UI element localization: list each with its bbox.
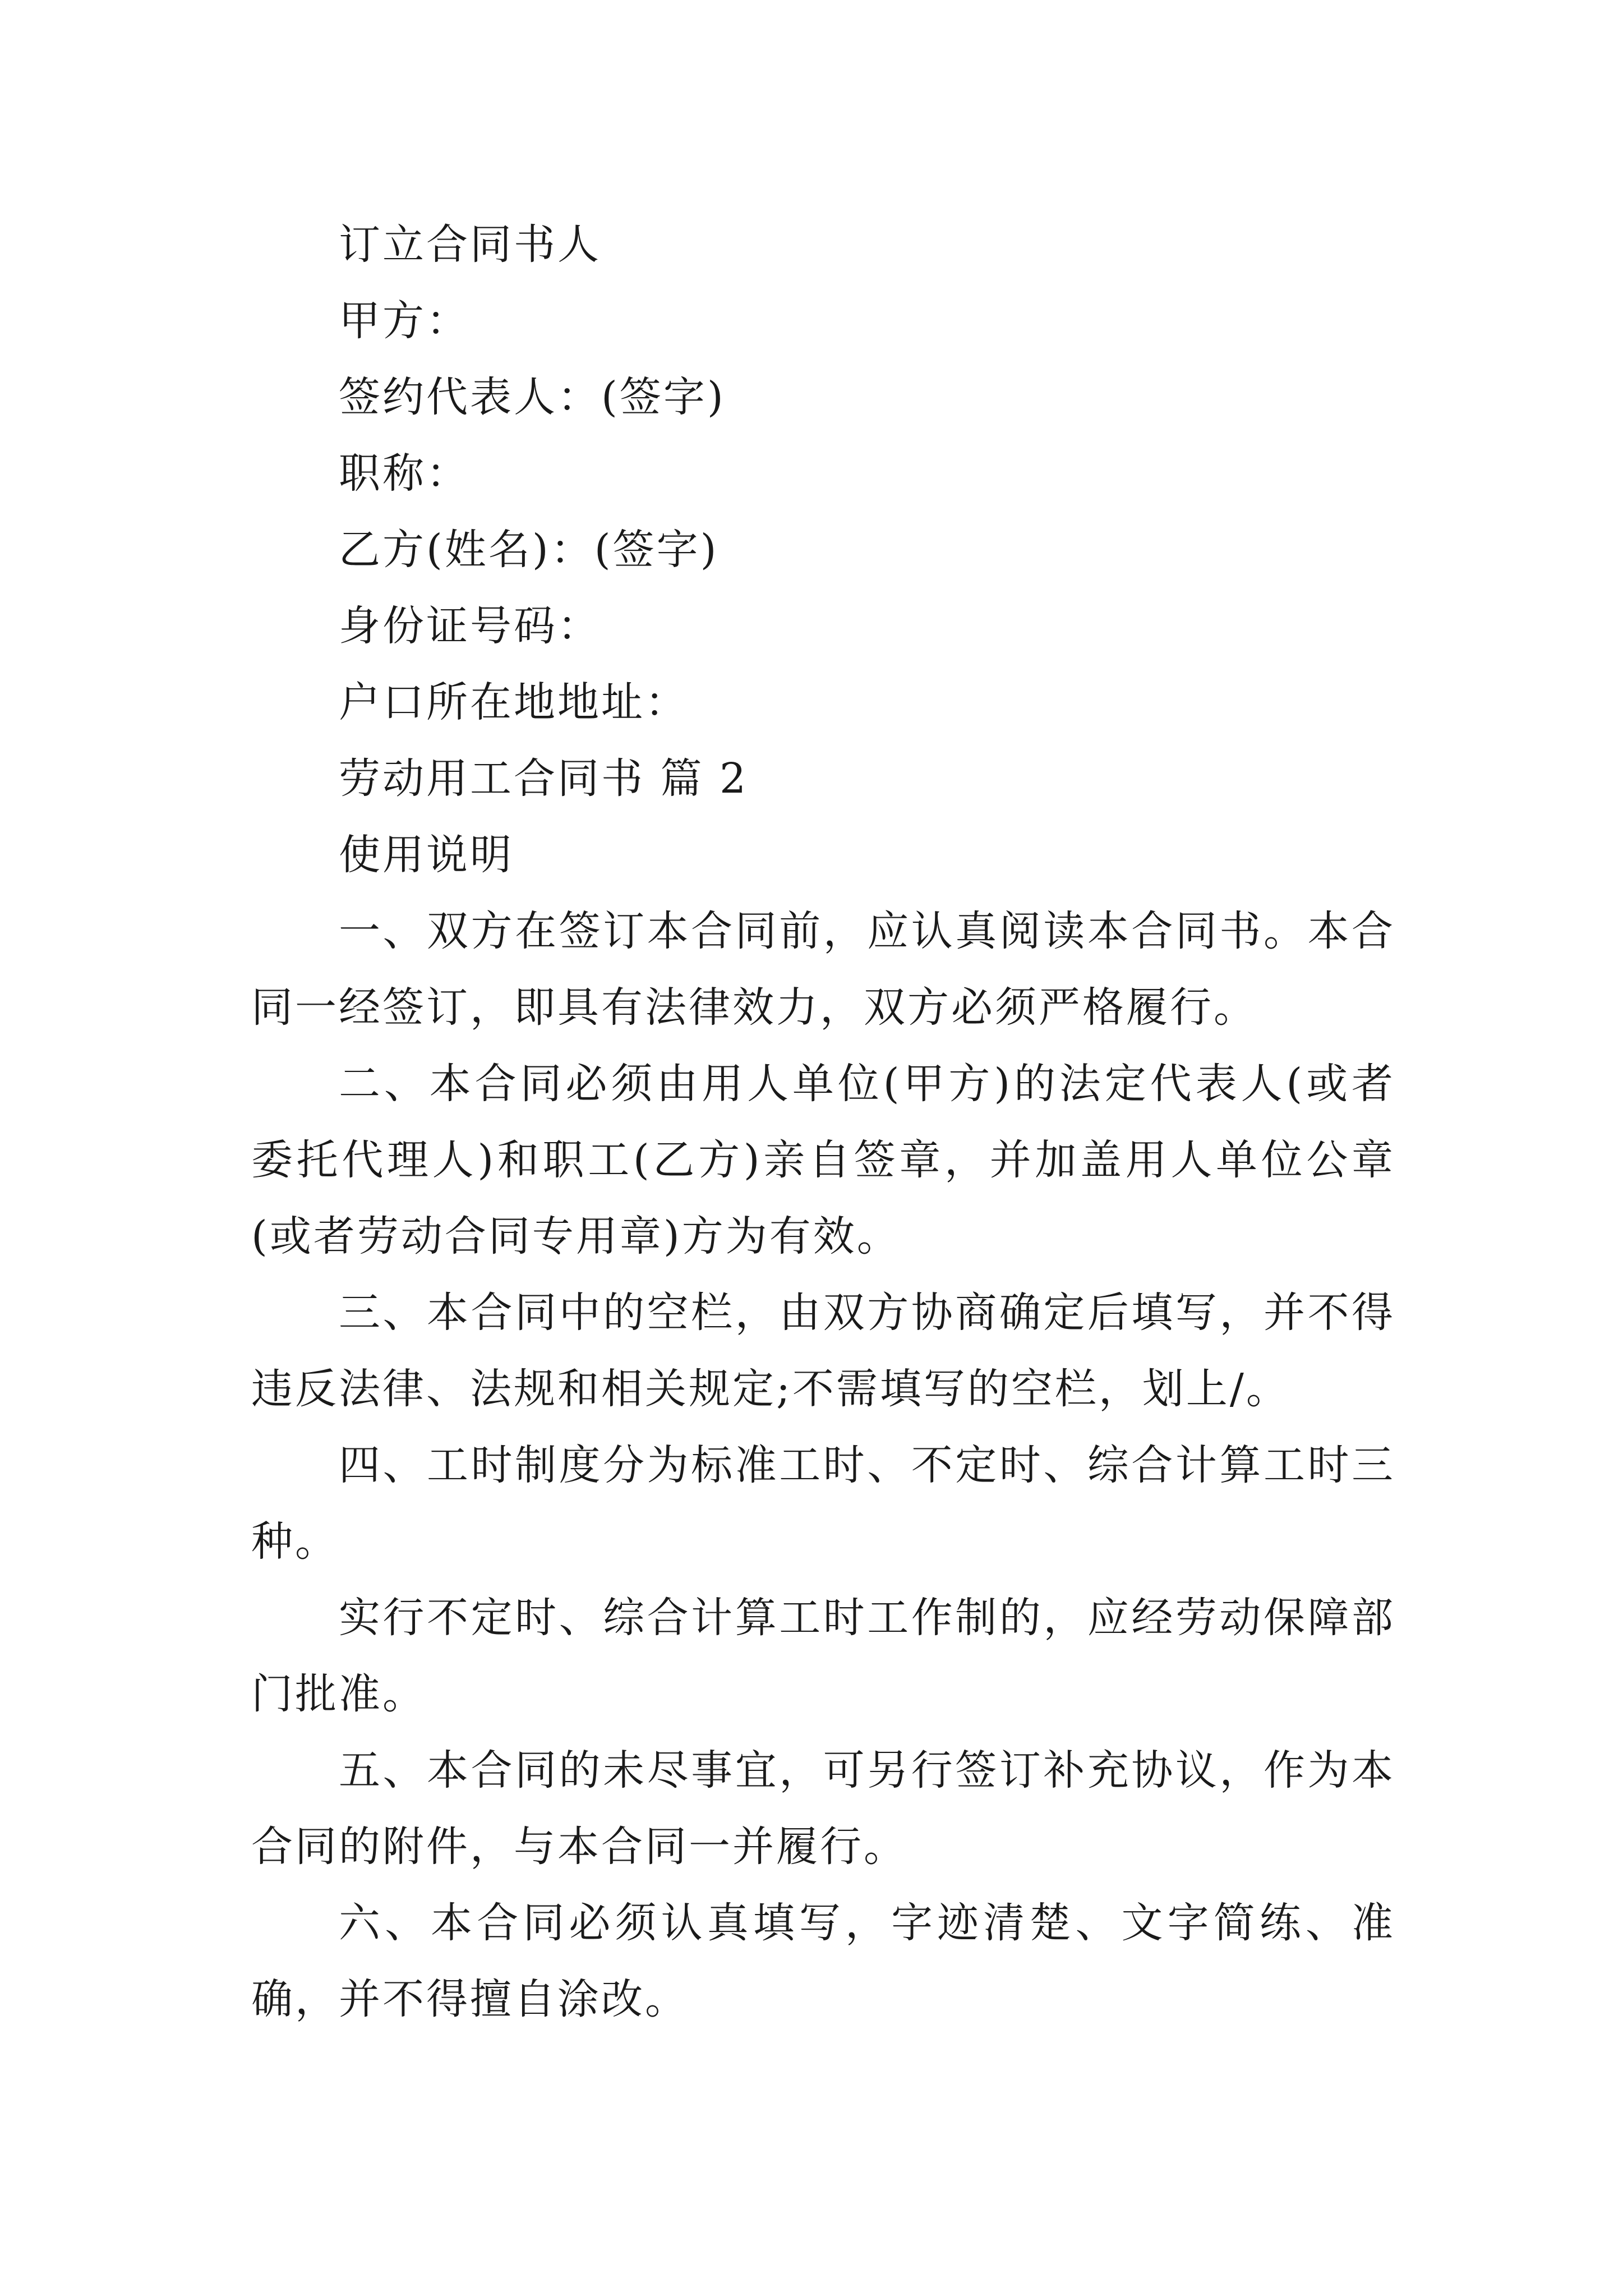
household-address-field: 户口所在地地址：: [339, 678, 689, 726]
instruction-paragraph: 五、本合同的未尽事宜，可另行签订补充协议，作为本合同的附件，与本合同一并履行。: [251, 1746, 1395, 1871]
job-title-field: 职称：: [339, 449, 470, 498]
instruction-paragraph: 二、本合同必须由用人单位(甲方)的法定代表人(或者委托代理人)和职工(乙方)亲自签章，并加盖用人单位公章(或者劳动合同专用章)方为有效。: [251, 1060, 1395, 1260]
party-b-field: 乙方(姓名)：(签字): [339, 526, 719, 574]
instruction-paragraph: 三、本合同中的空栏，由双方协商确定后填写，并不得违反法律、法规和相关规定;不需填写的空栏，划上/。: [251, 1289, 1395, 1413]
instruction-paragraph: 四、工时制度分为标准工时、不定时、综合计算工时三种。: [251, 1441, 1395, 1566]
instruction-paragraph: 一、双方在签订本合同前，应认真阅读本合同书。本合同一经签订，即具有法律效力，双方必须严格履行。: [251, 907, 1395, 1032]
instruction-paragraph: 实行不定时、综合计算工时工作制的，应经劳动保障部门批准。: [251, 1594, 1395, 1718]
party-a-representative-field: 签约代表人：(签字): [339, 373, 726, 421]
instruction-paragraph: 六、本合同必须认真填写，字迹清楚、文字简练、准确，并不得擅自涂改。: [251, 1899, 1395, 2023]
section-subtitle: 使用说明: [339, 831, 514, 879]
document-body: [251, 206, 1395, 2037]
id-number-field: 身份证号码：: [339, 602, 601, 650]
party-a-field: 甲方：: [339, 297, 470, 345]
signatures-heading: 订立合同书人: [339, 220, 601, 269]
section-title: 劳动用工合同书 篇 2: [339, 754, 749, 803]
